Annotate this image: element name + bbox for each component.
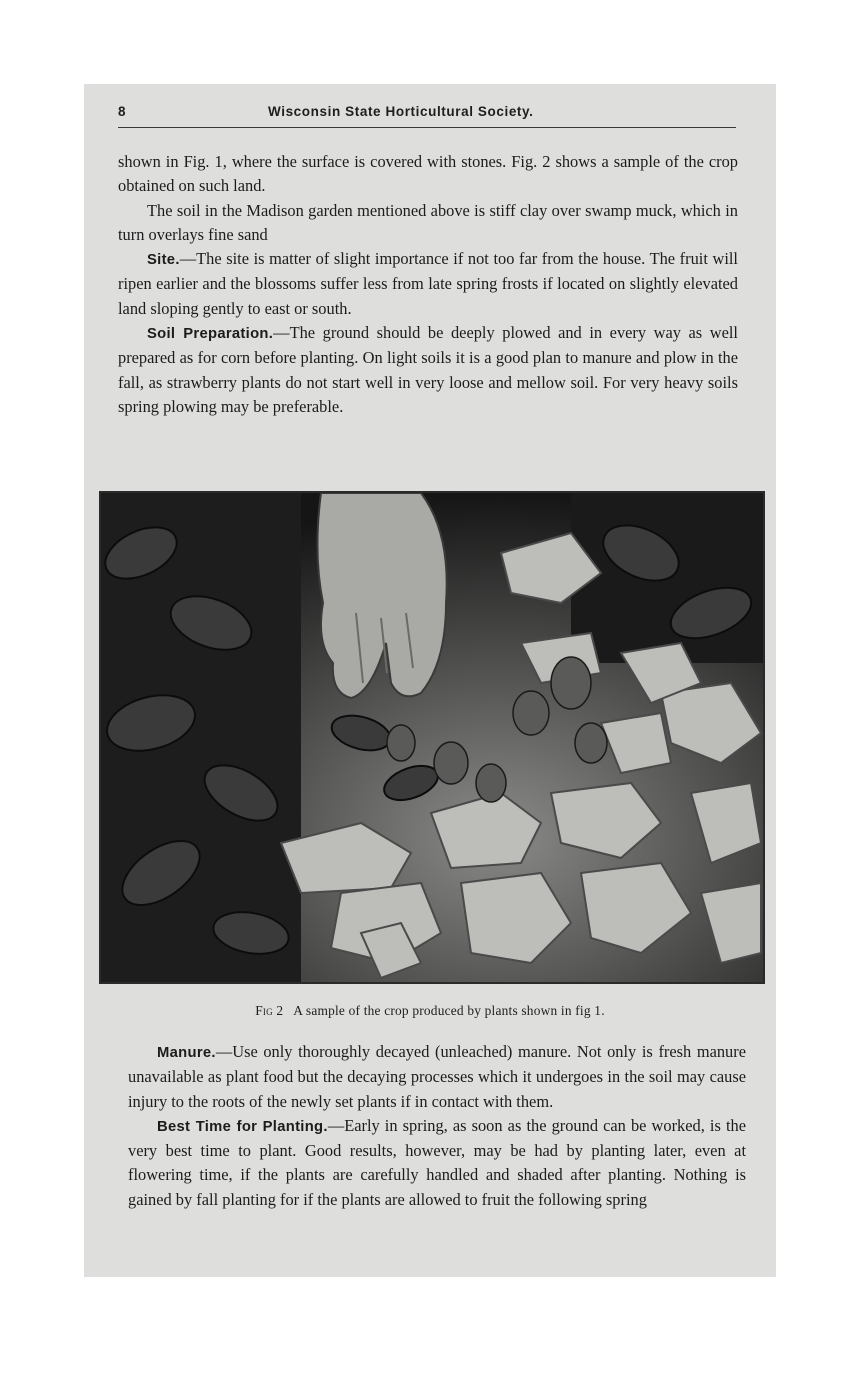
- best-time-heading: Best Time for Planting.: [157, 1118, 328, 1135]
- page-number: 8: [118, 104, 127, 119]
- paragraph-best-time: [128, 1114, 746, 1212]
- upper-text-block: [118, 150, 738, 419]
- figure-caption-text: A sample of the crop produced by plants shown in fig 1.: [293, 1003, 605, 1018]
- strawberry-photo-illustration: [101, 493, 763, 982]
- paragraph-soil-preparation: [118, 321, 738, 419]
- running-header: [118, 104, 736, 126]
- running-title: Wisconsin State Horticultural Society.: [268, 104, 534, 119]
- manure-text: —Use only thoroughly decayed (unleached) manure. Not only is fresh manure unavailable as plant food but the decaying processes which it undergoes in the soil may cause injury to the roots of the newly set plants if in contact with them.: [128, 1042, 746, 1111]
- site-text: —The site is matter of slight importance if not too far from the house. The fruit will ripen earlier and the blossoms suffer less from late spring frosts if located on slightly elevated land sloping gently to east or south.: [118, 249, 738, 318]
- site-heading: Site.: [147, 252, 180, 269]
- paragraph-manure: [128, 1040, 746, 1114]
- paragraph-madison-soil: The soil in the Madison garden mentioned above is stiff clay over swamp muck, which in turn overlays fine sand: [118, 200, 738, 244]
- figure-label: Fig 2: [255, 1003, 284, 1018]
- lower-text-block: [128, 1040, 746, 1212]
- paragraph-fig-reference: shown in Fig. 1, where the surface is covered with stones. Fig. 2 shows a sample of the crop obtained on such land.: [118, 152, 738, 196]
- figure-photo-strawberries: [99, 491, 765, 984]
- best-time-text: —Early in spring, as soon as the ground can be worked, is the very best time to plant. Good results, however, may be had by planting later, even at flowering time, if the plants are carefully handled and shaded after planting. Nothing is gained by fall planting for if the plants are allowed to fruit the following spring: [128, 1115, 746, 1209]
- soil-preparation-heading: Soil Preparation.: [147, 326, 274, 343]
- manure-heading: Manure.: [157, 1045, 216, 1061]
- figure-caption: [84, 1003, 776, 1019]
- header-rule: [118, 127, 736, 128]
- paragraph-site: [118, 247, 738, 321]
- book-page: [84, 84, 776, 1277]
- soil-preparation-text: —The ground should be deeply plowed and in every way as well prepared as for corn before planting. On light soils it is a good plan to manure and plow in the fall, as strawberry plants do not start well in very loose and mellow soil. For very heavy soils spring plowing may be preferable.: [118, 323, 738, 416]
